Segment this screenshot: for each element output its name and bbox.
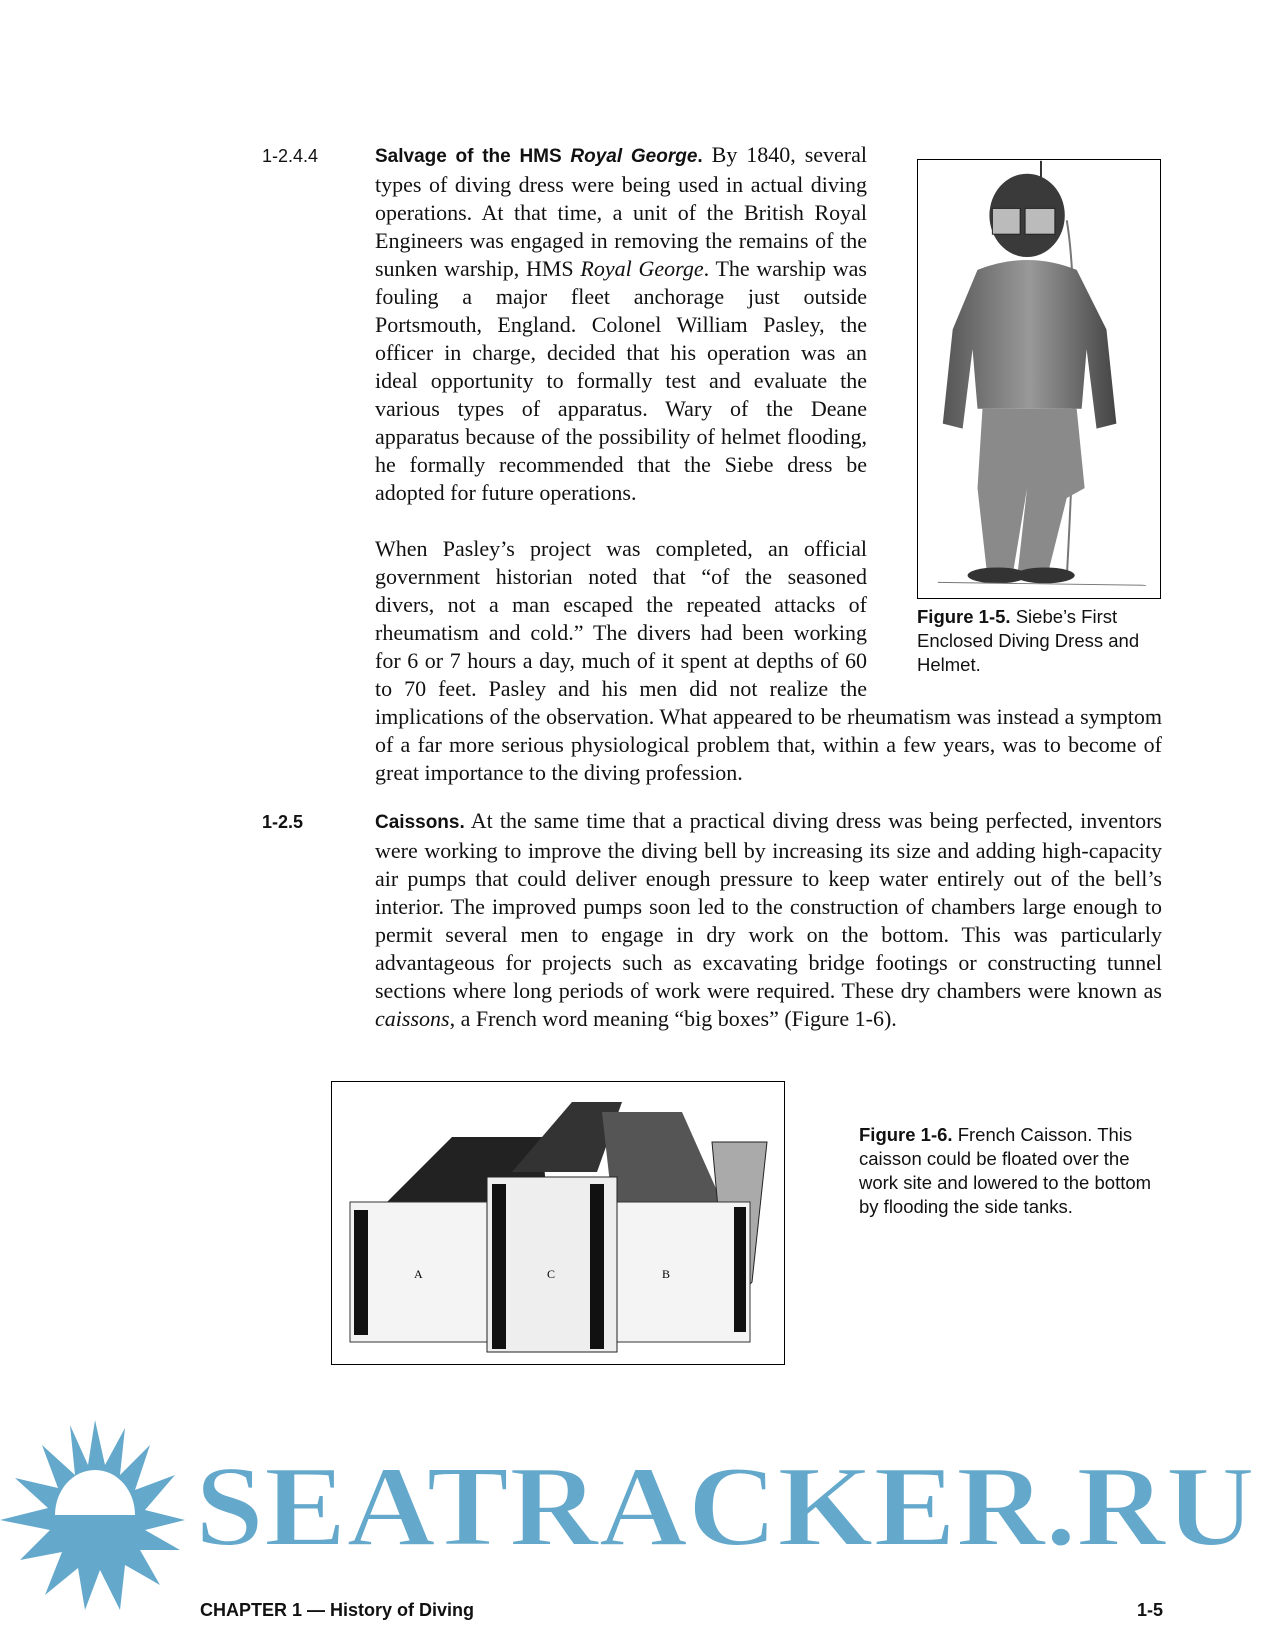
section-1-2-5 (262, 807, 1162, 1033)
section-body-1 (375, 141, 1162, 787)
paragraph-2-continued: appeared to be rheumatism was instead a symptom of a far more serious physiological problem that, within a few years, was to become of great importance to the diving profession. (375, 704, 1162, 785)
footer-chapter: CHAPTER 1 — History of Diving (200, 1600, 475, 1620)
sun-logo-icon (0, 1420, 185, 1610)
section-heading: Salvage of the HMS Royal George. (375, 146, 703, 167)
caisson-illustration (332, 1082, 784, 1364)
caisson-label-a: A (414, 1267, 423, 1281)
figure-1-6-caption: Figure 1-6. French Caisson. This caisson could be floated over the work site and lowered to the bottom by flooding the side tanks. (859, 1124, 1152, 1217)
diver-illustration (918, 160, 1160, 598)
paragraph-1: Salvage of the HMS Royal George. By 1840, several types of diving dress were being used in actual diving operations. At that time, a unit of the British Royal Engineers was engaged in removing the remains of the sunken warship, HMS Royal George. The warship was fouling a major fleet anchorage just outside Portsmouth, England. Colonel William Pasley, the officer in charge, decided that his operation was an ideal opportunity to formally test and evaluate the various types of apparatus. Wary of the Deane apparatus because of the possibility of helmet flooding, he formally recommended that the Siebe dress be adopted for future operations. (375, 142, 868, 505)
section-heading-2: Caissons. (375, 812, 465, 833)
figure-1-6-image (331, 1081, 785, 1365)
seatracker-watermark (0, 1420, 1275, 1610)
caisson-label-c: C (547, 1267, 556, 1281)
figure-1-6 (262, 1081, 1162, 1365)
figure-1-5-caption: Figure 1-5. Siebe’s First Enclosed Diving Dress and Helmet. (917, 606, 1140, 675)
section-number-2: 1-2.5 (262, 812, 304, 832)
footer-page-number: 1-5 (1137, 1600, 1164, 1620)
section-1-2-4-4 (262, 141, 1162, 787)
page-content (262, 141, 1162, 1365)
section-number: 1-2.4.4 (262, 146, 319, 166)
caisson-label-b: B (662, 1267, 671, 1281)
watermark-text: SEATRACKER.RU (195, 1443, 1255, 1570)
section-body-2: Caissons. At the same time that a practical diving dress was being perfected, inventors were working to improve the diving bell by increasing its size and adding high-capacity air pumps that could deliver enough pressure to keep water entirely out of the bell’s interior. The improved pumps soon led to the construction of chambers large enough to permit several men to engage in dry work on the bottom. This was particularly advantageous for projects such as excavating bridge footings or constructing tunnel sections where long periods of work were required. These dry chambers were known as caissons, a French word meaning “big boxes” (Figure 1-6). (375, 808, 1162, 1031)
figure-1-5 (917, 159, 1162, 677)
paragraph-2: When Pasley’s project was completed, an official government historian noted that “of the seasoned divers, not a man escaped the repeated attacks of rheumatism and cold.” The divers had been working for 6 or 7 hours a day, much of it spent at depths of 60 to 70 feet. Pasley and his men did not realize the implications of the observation. What appeared to be rheumatism was instead a symptom of a far more serious physiological problem that, within a few years, was to become of great importance to the diving profession. (375, 536, 1162, 785)
figure-1-5-image (917, 159, 1161, 599)
